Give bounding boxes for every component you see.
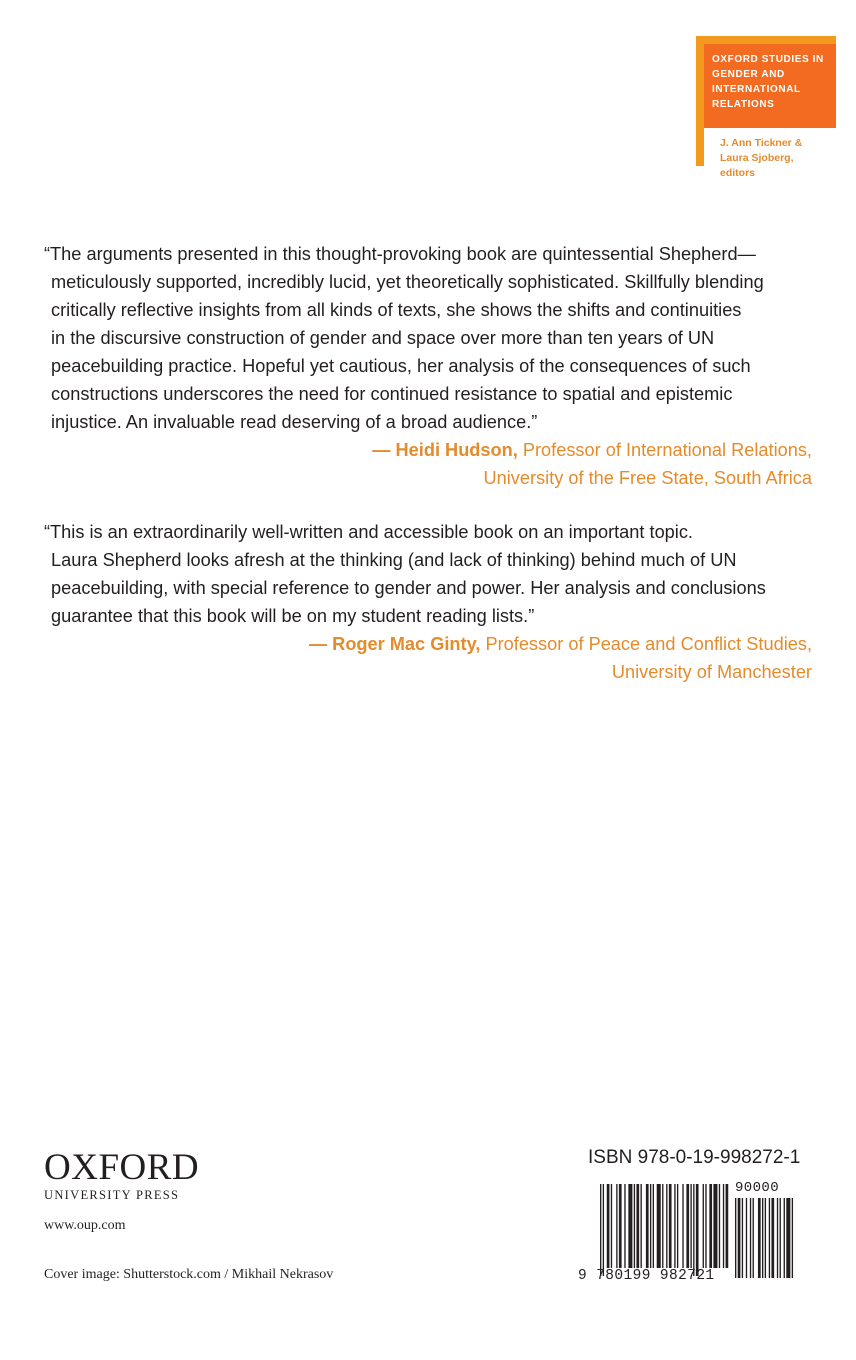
barcode-addon-bar — [792, 1198, 793, 1278]
barcode-bar — [650, 1184, 651, 1268]
publisher-subtitle: UNIVERSITY PRESS — [44, 1188, 180, 1202]
barcode-addon-bar — [780, 1198, 781, 1278]
barcode-digits: 9 780199 982721 — [578, 1268, 715, 1284]
quote-line: in the discursive construction of gender and space over more than ten years of UN — [51, 328, 715, 348]
barcode-bar — [636, 1184, 639, 1268]
barcode-bar — [641, 1184, 642, 1268]
reviewer-name: — Roger Mac Ginty, — [308, 634, 481, 654]
barcode-bar — [603, 1184, 604, 1276]
barcode-addon-bar — [738, 1198, 741, 1278]
isbn-label: ISBN 978-0-19-998272-1 — [588, 1147, 801, 1168]
cover-credit: Cover image: Shutterstock.com / Mikhail Nekrasov — [44, 1267, 334, 1282]
barcode-addon-bar — [735, 1198, 736, 1278]
barcode-bar — [634, 1184, 635, 1268]
barcode-addon-bar — [769, 1198, 770, 1278]
barcode-bar — [619, 1184, 622, 1268]
barcode-bar — [657, 1184, 661, 1268]
barcode-bar — [611, 1184, 612, 1268]
barcode-bar — [693, 1184, 694, 1276]
barcode-bar — [723, 1184, 724, 1268]
quote-line: peacebuilding practice. Hopeful yet cautious, her analysis of the consequences of such — [51, 356, 751, 376]
barcode-addon-bar — [786, 1198, 790, 1278]
series-badge — [696, 36, 836, 186]
barcode-bar — [709, 1184, 712, 1268]
quote-line: meticulously supported, incredibly lucid, yet theoretically sophisticated. Skillfully blending — [51, 272, 764, 292]
barcode-bar — [666, 1184, 667, 1268]
barcode-bar — [719, 1184, 720, 1268]
barcode-bar — [674, 1184, 675, 1268]
reviewer-institution: University of Manchester — [611, 662, 812, 682]
barcode-addon-bar — [758, 1198, 761, 1278]
barcode-bar — [600, 1184, 601, 1276]
barcode-bar — [624, 1184, 625, 1268]
barcode-bar — [653, 1184, 654, 1268]
barcode-addon-digits: 90000 — [735, 1180, 780, 1196]
barcode-bar — [607, 1184, 610, 1268]
barcode-addon-bar — [762, 1198, 763, 1278]
barcode-bar — [726, 1184, 729, 1268]
barcode — [578, 1178, 808, 1288]
publisher-name: OXFORD — [44, 1147, 200, 1188]
blurb-mac-ginty — [44, 518, 834, 686]
barcode-addon-bar — [765, 1198, 766, 1278]
barcode-addon-bar — [784, 1198, 785, 1278]
barcode-bar — [686, 1184, 689, 1268]
barcode-bar — [713, 1184, 717, 1268]
barcode-addon-bar — [777, 1198, 778, 1278]
barcode-bar — [677, 1184, 678, 1268]
publisher-website[interactable]: www.oup.com — [44, 1218, 126, 1233]
series-title: OXFORD STUDIES IN GENDER AND INTERNATIONAL RELATIONS — [712, 54, 824, 110]
quote-line: “The arguments presented in this thought-provoking book are quintessential Shepherd— — [44, 244, 756, 264]
barcode-addon-bar — [746, 1198, 747, 1278]
reviewer-position: Professor of Peace and Conflict Studies, — [480, 634, 812, 654]
barcode-bar — [646, 1184, 649, 1268]
barcode-bar — [696, 1184, 699, 1276]
quote-line: critically reflective insights from all kinds of texts, she shows the shifts and continuities — [51, 300, 742, 320]
attribution — [44, 630, 834, 658]
barcode-bar — [628, 1184, 632, 1268]
publisher-logo — [44, 1147, 200, 1204]
barcode-bar — [616, 1184, 617, 1268]
reviewer-name: — Heidi Hudson, — [372, 440, 518, 460]
quote-line: peacebuilding, with special reference to gender and power. Her analysis and conclusions — [51, 578, 766, 598]
barcode-bar — [662, 1184, 663, 1268]
quote-line: constructions underscores the need for continued resistance to spatial and epistemic — [51, 384, 733, 404]
quote-line: “This is an extraordinarily well-written and accessible book on an important topic. — [44, 522, 693, 542]
barcode-bar — [690, 1184, 691, 1268]
barcode-bar — [682, 1184, 683, 1268]
series-editors: J. Ann Tickner & Laura Sjoberg, editors — [720, 137, 803, 179]
quote-line: Laura Shepherd looks afresh at the thinking (and lack of thinking) behind much of UN — [51, 550, 737, 570]
barcode-bar — [703, 1184, 704, 1268]
blurb-hudson — [44, 240, 834, 492]
barcode-bar — [669, 1184, 672, 1268]
attribution — [44, 436, 834, 464]
quote-line: guarantee that this book will be on my student reading lists.” — [51, 606, 535, 626]
barcode-addon-bar — [742, 1198, 743, 1278]
barcode-addon-bar — [753, 1198, 754, 1278]
quote-line: injustice. An invaluable read deserving of a broad audience.” — [51, 412, 538, 432]
barcode-bar — [705, 1184, 706, 1268]
reviewer-position: Professor of International Relations, — [517, 440, 812, 460]
barcode-addon-bar — [771, 1198, 774, 1278]
reviewer-institution: University of the Free State, South Africa — [483, 468, 812, 488]
barcode-addon-bar — [750, 1198, 751, 1278]
